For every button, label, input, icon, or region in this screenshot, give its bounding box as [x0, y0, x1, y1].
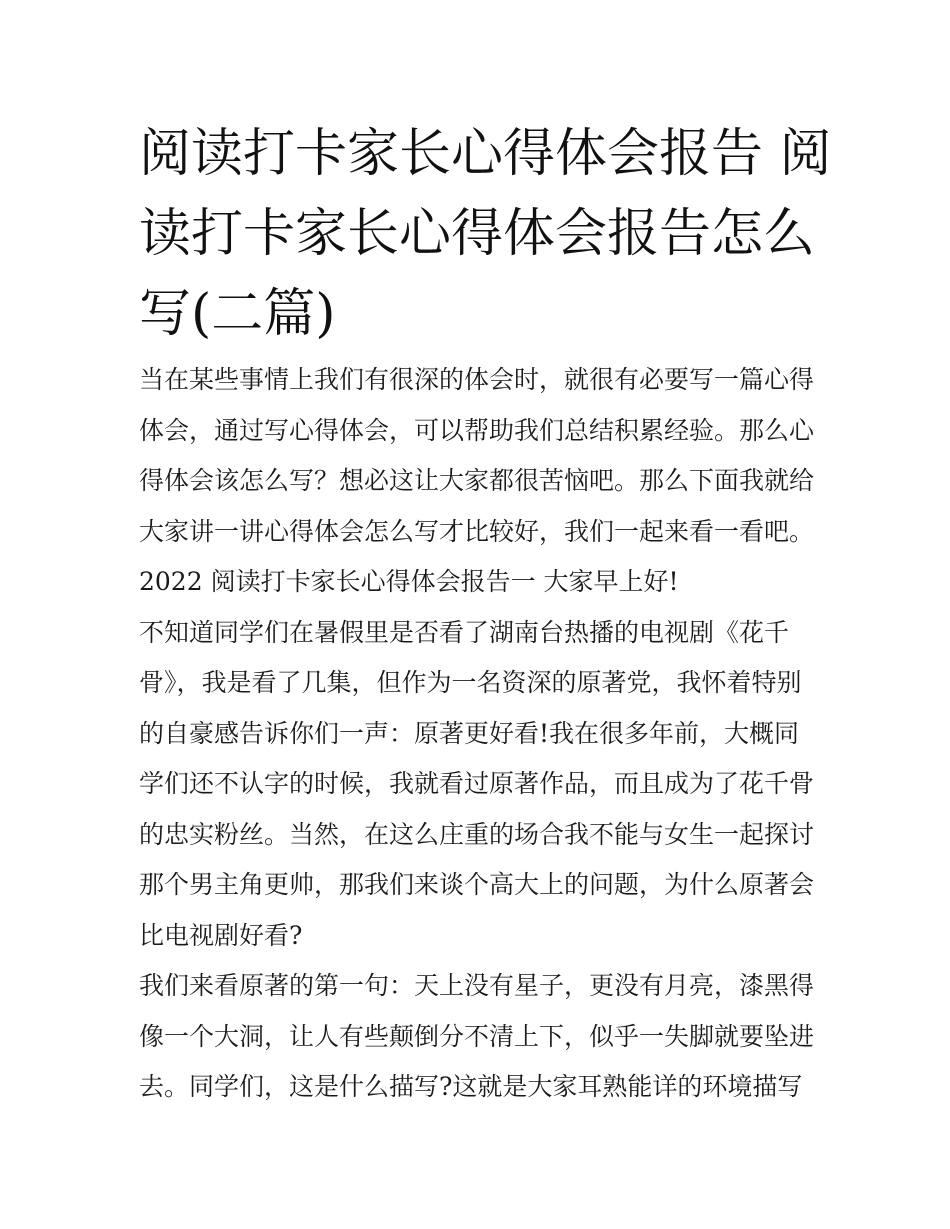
text-line: 我们来看原著的第一句：天上没有星子，更没有月亮，漆黑得 — [139, 971, 815, 1000]
text-line: 的自豪感告诉你们一声：原著更好看!我在很多年前，大概同 — [139, 718, 800, 748]
title-line-2: 读打卡家长心得体会报告怎么 — [139, 204, 816, 264]
text-line: 去。同学们，这是什么描写?这就是大家耳熟能详的环境描写 — [139, 1072, 803, 1101]
section-heading-paragraph — [139, 557, 829, 608]
text-line: 那个男主角更帅，那我们来谈个高大上的问题，为什么原著会 — [139, 870, 815, 899]
title-line-3: 写(二篇) — [139, 284, 336, 344]
text-line: 像一个大洞，让人有些颠倒分不清上下，似乎一失脚就要坠进 — [139, 1021, 815, 1051]
text-line: 的忠实粉丝。当然，在这么庄重的场合我不能与女生一起探讨 — [139, 819, 815, 849]
text-line: 不知道同学们在暑假里是否看了湖南台热播的电视剧《花千 — [139, 617, 790, 647]
document-body — [139, 355, 829, 1113]
body-paragraph — [139, 608, 829, 962]
document-title — [139, 114, 832, 354]
text-line: 2022 阅读打卡家长心得体会报告一 大家早上好! — [139, 567, 679, 596]
title-line-1: 阅读打卡家长心得体会报告 阅 — [139, 124, 832, 184]
text-line: 学们还不认字的时候，我就看过原著作品，而且成为了花千骨 — [139, 769, 815, 798]
text-line: 得体会该怎么写？想必这让大家都很苦恼吧。那么下面我就给 — [139, 466, 815, 495]
body-paragraph — [139, 961, 829, 1113]
text-line: 大家讲一讲心得体会怎么写才比较好，我们一起来看一看吧。 — [139, 516, 815, 546]
intro-paragraph — [139, 355, 829, 557]
text-line: 骨》，我是看了几集，但作为一名资深的原著党，我怀着特别 — [139, 668, 802, 697]
text-line: 当在某些事情上我们有很深的体会时，就很有必要写一篇心得 — [139, 365, 815, 394]
text-line: 体会，通过写心得体会，可以帮助我们总结积累经验。那么心 — [139, 415, 815, 445]
text-line: 比电视剧好看? — [139, 920, 303, 950]
